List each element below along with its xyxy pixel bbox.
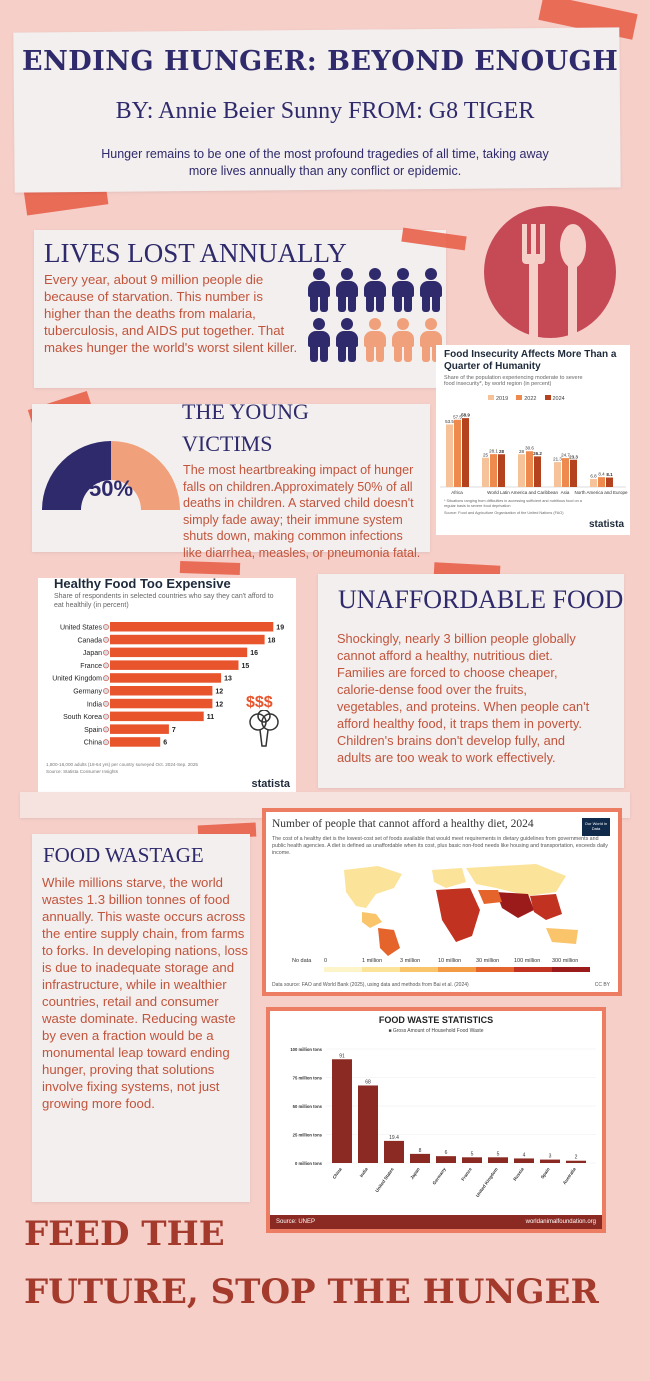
map-subtitle: The cost of a healthy diet is the lowest-cost set of foods available that would meet requirements in dietary guidelines from governments and public health agencies. A diet is defined as unaffordable when its cost, plus basic non-food needs like housing and transportation, exceeds daily income. (272, 836, 608, 856)
tick-label: China (331, 1166, 343, 1180)
data-label: 13 (224, 675, 232, 683)
bar (526, 451, 533, 487)
bar (462, 418, 469, 487)
legend-swatch (362, 967, 400, 972)
bar (590, 479, 597, 487)
chart-subtitle: Share of the population experiencing moderate to severe food insecurity*, by world region (in percent) (444, 375, 583, 387)
data-label: 30.6 (525, 445, 534, 451)
food-waste-chart (266, 1007, 606, 1233)
tick-label: 0 million tons (295, 1161, 322, 1166)
category-label: Japan (82, 650, 102, 658)
legend-swatch (552, 967, 590, 972)
category-label: Germany (73, 688, 102, 696)
chart-footer (270, 1215, 602, 1229)
tick-label: 25 million tons (292, 1132, 322, 1138)
tick-label: Spain (539, 1166, 551, 1180)
legend-label: 0 (324, 958, 328, 964)
bar (110, 712, 204, 722)
tick-label: World (487, 490, 499, 495)
healthy-diet-map (262, 808, 622, 996)
chart-title: Healthy Food Too Expensive (54, 576, 231, 591)
flag-icon (103, 663, 108, 668)
map-legend (292, 958, 592, 972)
data-label: 5 (470, 1151, 474, 1158)
bar (436, 1156, 456, 1163)
data-label: 15 (241, 662, 250, 670)
tick-label: Australia (561, 1166, 577, 1186)
legend-swatch (324, 967, 362, 972)
footer-line1: FEED THE (24, 1214, 225, 1254)
bar (540, 1160, 560, 1163)
person-icon (308, 318, 330, 362)
category-label: India (86, 701, 102, 709)
bar (488, 1157, 508, 1163)
flag-icon (103, 676, 108, 681)
person-icon (392, 268, 414, 312)
chart-title: FOOD WASTE STATISTICS (378, 1015, 494, 1025)
legend-label: 1 million (362, 958, 383, 964)
bar (534, 456, 541, 487)
data-label: 18 (267, 637, 276, 645)
data-label: 25 (482, 452, 489, 458)
heading-line: THE YOUNG (182, 399, 309, 424)
legend-label: Gross Amount of Household Food Waste (392, 1028, 484, 1034)
tick-label: Africa (451, 490, 463, 495)
bar (110, 660, 239, 670)
person-icon (364, 268, 386, 312)
young-victims-text: The most heartbreaking impact of hunger falls on children.Approximately 50% of all deaths in children. A starved child doesn't simply fade away; their immune system shuts down, making common infections like diarrhea, measles, or pneumonia fatal. (183, 463, 421, 560)
unaffordable-heading: UNAFFORDABLE FOOD (338, 585, 624, 614)
tape-healthy (180, 561, 240, 575)
bar (110, 724, 169, 734)
lives-lost-heading: LIVES LOST ANNUALLY (44, 238, 347, 268)
data-label: 68 (365, 1079, 371, 1086)
data-label: 24.7 (561, 452, 570, 458)
tick-label: 75 million tons (292, 1075, 322, 1081)
legend-swatch (400, 967, 438, 972)
data-label: 6 (163, 739, 168, 747)
person-icon (336, 268, 358, 312)
chart-source: Source: UNEP (276, 1219, 316, 1225)
page-title: ENDING HUNGER: BEYOND ENOUGH (22, 46, 619, 77)
bar (446, 424, 453, 487)
data-label: 6.8 (590, 473, 597, 479)
bar (598, 477, 605, 487)
bar (358, 1085, 378, 1163)
data-label: 3 (548, 1153, 552, 1160)
data-label: 7 (171, 726, 176, 734)
data-label: 21.3 (553, 456, 562, 462)
tick-label: India (358, 1166, 369, 1179)
chart-site: worldanimalfoundation.org (525, 1219, 596, 1225)
person-icon (420, 268, 442, 312)
tick-label: Japan (409, 1166, 421, 1181)
tick-label: France (460, 1166, 473, 1182)
chart-source: Source: Statista Consumer Insights (46, 769, 119, 774)
bar (570, 460, 577, 487)
bar (110, 686, 212, 696)
flag-icon (103, 740, 108, 745)
legend-label: 2019 (496, 396, 509, 402)
bar (554, 462, 561, 487)
map-license: CC BY (594, 982, 610, 988)
food-wastage-text: While millions starve, the world wastes 1.3 billion tonnes of food annually. This waste occurs across the entire supply chain, from farms to forks. In developing nations, loss is due to inadequate storage and infrastructure, while in wealthier countries, retail and consumer waste dominate. Reducing waste by even a fraction would be a monumental leap toward ending hunger, proving that solutions involve fixing systems, not just growing more food. (42, 875, 248, 1111)
bar (606, 478, 613, 487)
bar (384, 1141, 404, 1163)
data-label: 6 (444, 1150, 448, 1157)
flag-icon (103, 701, 108, 706)
heading-line: VICTIMS (182, 431, 273, 456)
tick-label: Germany (431, 1166, 447, 1186)
tick-label: Asia (560, 490, 570, 495)
category-label: France (80, 662, 102, 670)
world-map (266, 858, 618, 958)
chart-source: Source: Food and Agriculture Organization of the United Nations (FAO) (444, 511, 564, 515)
data-label: 11 (206, 714, 215, 722)
category-label: South Korea (63, 714, 102, 722)
owid-badge: Our World in Data (582, 818, 610, 836)
dollar-icon: $$$ (246, 694, 273, 711)
person-icon (308, 268, 330, 312)
young-victims-heading (182, 396, 309, 460)
legend-item (545, 395, 565, 402)
healthy-food-chart (38, 578, 296, 792)
bar (562, 458, 569, 487)
legend-swatch (476, 967, 514, 972)
chart-title: Food Insecurity Affects More Than a Quarter of Humanity (444, 349, 617, 372)
legend-swatch (514, 967, 552, 972)
legend-label: 100 million (514, 958, 541, 964)
percent-label: 50% (88, 476, 134, 501)
bar (462, 1157, 482, 1163)
flag-icon (103, 637, 108, 642)
data-label: 19 (276, 624, 285, 632)
footer-line2: FUTURE, STOP THE HUNGER (24, 1272, 599, 1312)
category-label: United Kingdom (52, 675, 102, 683)
category-label: United States (59, 624, 102, 632)
broccoli-icon (246, 710, 282, 750)
tick-label: 100 million tons (290, 1047, 322, 1052)
data-label: 58.9 (461, 412, 470, 418)
chart-footnote: * Situations ranging from difficulties in accessing sufficient and nutritious food on a regular basis to severe food deprivation (444, 499, 582, 508)
legend-no-data: No data (292, 958, 312, 964)
bar (490, 454, 497, 487)
bar (498, 454, 505, 487)
data-label: 26.2 (533, 450, 542, 456)
byline: BY: Annie Beier Sunny FROM: G8 TIGER (115, 98, 535, 124)
chart-plot (270, 1035, 602, 1215)
legend-label: 30 million (476, 958, 500, 964)
tick-label: Russia (512, 1166, 525, 1182)
map-title: Number of people that cannot afford a healthy diet, 2024 (272, 818, 534, 830)
statista-logo: statista (251, 778, 290, 790)
tick-label: United Kingdom (474, 1166, 499, 1199)
data-label: 91 (339, 1053, 345, 1060)
data-label: 8.1 (606, 472, 613, 478)
flag-icon (103, 727, 108, 732)
legend-swatch (438, 967, 476, 972)
flag-icon (103, 624, 108, 629)
flag-icon (103, 714, 108, 719)
data-label: 28.1 (489, 448, 498, 454)
bar (454, 420, 461, 487)
food-insecurity-chart (436, 345, 630, 535)
data-label: 8.4 (598, 471, 605, 477)
chart-note: 1,800-18,000 adults (18-64 yrs) per country surveyed Oct. 2024-Sep. 2025 (46, 762, 198, 767)
person-icon (336, 318, 358, 362)
legend-label: 3 million (400, 958, 421, 964)
flag-icon (103, 688, 108, 693)
person-icon (392, 318, 414, 362)
bar (110, 635, 265, 645)
bar (518, 454, 525, 487)
category-label: Canada (77, 637, 102, 645)
category-label: China (83, 739, 102, 747)
data-label: 28 (498, 448, 505, 454)
intro-text: Hunger remains to be one of the most profound tragedies of all time, taking away more lives annually than any conflict or epidemic. (101, 147, 549, 178)
data-label: 23.3 (569, 454, 578, 460)
tick-label: Latin America and Caribbean (499, 490, 559, 495)
category-label: Spain (84, 726, 102, 734)
tick-label: United States (374, 1166, 395, 1194)
chart-plot (436, 405, 630, 513)
chart-legend: ■ Gross Amount of Household Food Waste (388, 1028, 484, 1034)
bar (566, 1161, 586, 1163)
data-label: 57.5 (453, 414, 462, 420)
data-label: 4 (522, 1152, 526, 1159)
data-label: 19.4 (389, 1134, 399, 1141)
bar (410, 1154, 430, 1163)
bar (110, 737, 160, 747)
food-wastage-heading: FOOD WASTAGE (43, 843, 204, 867)
plate-fork-spoon-icon (470, 200, 630, 340)
flag-icon (103, 650, 108, 655)
map-source: Data source: FAO and World Bank (2025), using data and methods from Bai et al. (2024) (272, 982, 469, 988)
data-label: 16 (250, 650, 258, 658)
legend-item (488, 395, 508, 402)
legend-label: 2024 (552, 396, 565, 402)
legend-label: 10 million (438, 958, 462, 964)
bar (110, 622, 273, 632)
data-label: 8 (418, 1147, 422, 1154)
bar (514, 1158, 534, 1163)
people-icon-grid (308, 268, 448, 368)
tick-label: 50 million tons (292, 1104, 322, 1109)
tick-label: North America and Europe (574, 490, 628, 495)
data-label: 5 (496, 1151, 500, 1158)
chart-subtitle: Share of respondents in selected countries who say they can't afford to eat healthily (in percent) (54, 593, 274, 609)
lives-lost-text: Every year, about 9 million people die because of starvation. This number is higher than the deaths from malaria, tuberculosis, and AIDS put together. That makes hunger the world's worst silent killer. (44, 272, 298, 355)
bar (482, 458, 489, 487)
unaffordable-text: Shockingly, nearly 3 billion people globally cannot afford a healthy, nutritious diet. Families are forced to choose cheaper, calorie-dense food over the fruits, vegetables, and proteins. When people can't afford healthy food, it traps them in poverty. Children's brains don't develop fully, and adults are too weak to work effectively. (337, 631, 590, 765)
bar (110, 673, 221, 683)
data-label: 2 (574, 1154, 578, 1161)
data-label: 53.5 (445, 418, 454, 424)
legend-label: 300 million (552, 958, 579, 964)
bar (332, 1059, 352, 1163)
data-label: 12 (215, 701, 224, 709)
bar (110, 699, 212, 709)
legend-item (516, 395, 536, 402)
bar (110, 648, 247, 658)
legend-label: 2022 (524, 396, 537, 402)
chart-legend (488, 395, 565, 402)
person-icon (364, 318, 386, 362)
data-label: 28 (518, 448, 525, 454)
statista-logo: statista (588, 519, 624, 530)
data-label: 12 (215, 688, 224, 696)
